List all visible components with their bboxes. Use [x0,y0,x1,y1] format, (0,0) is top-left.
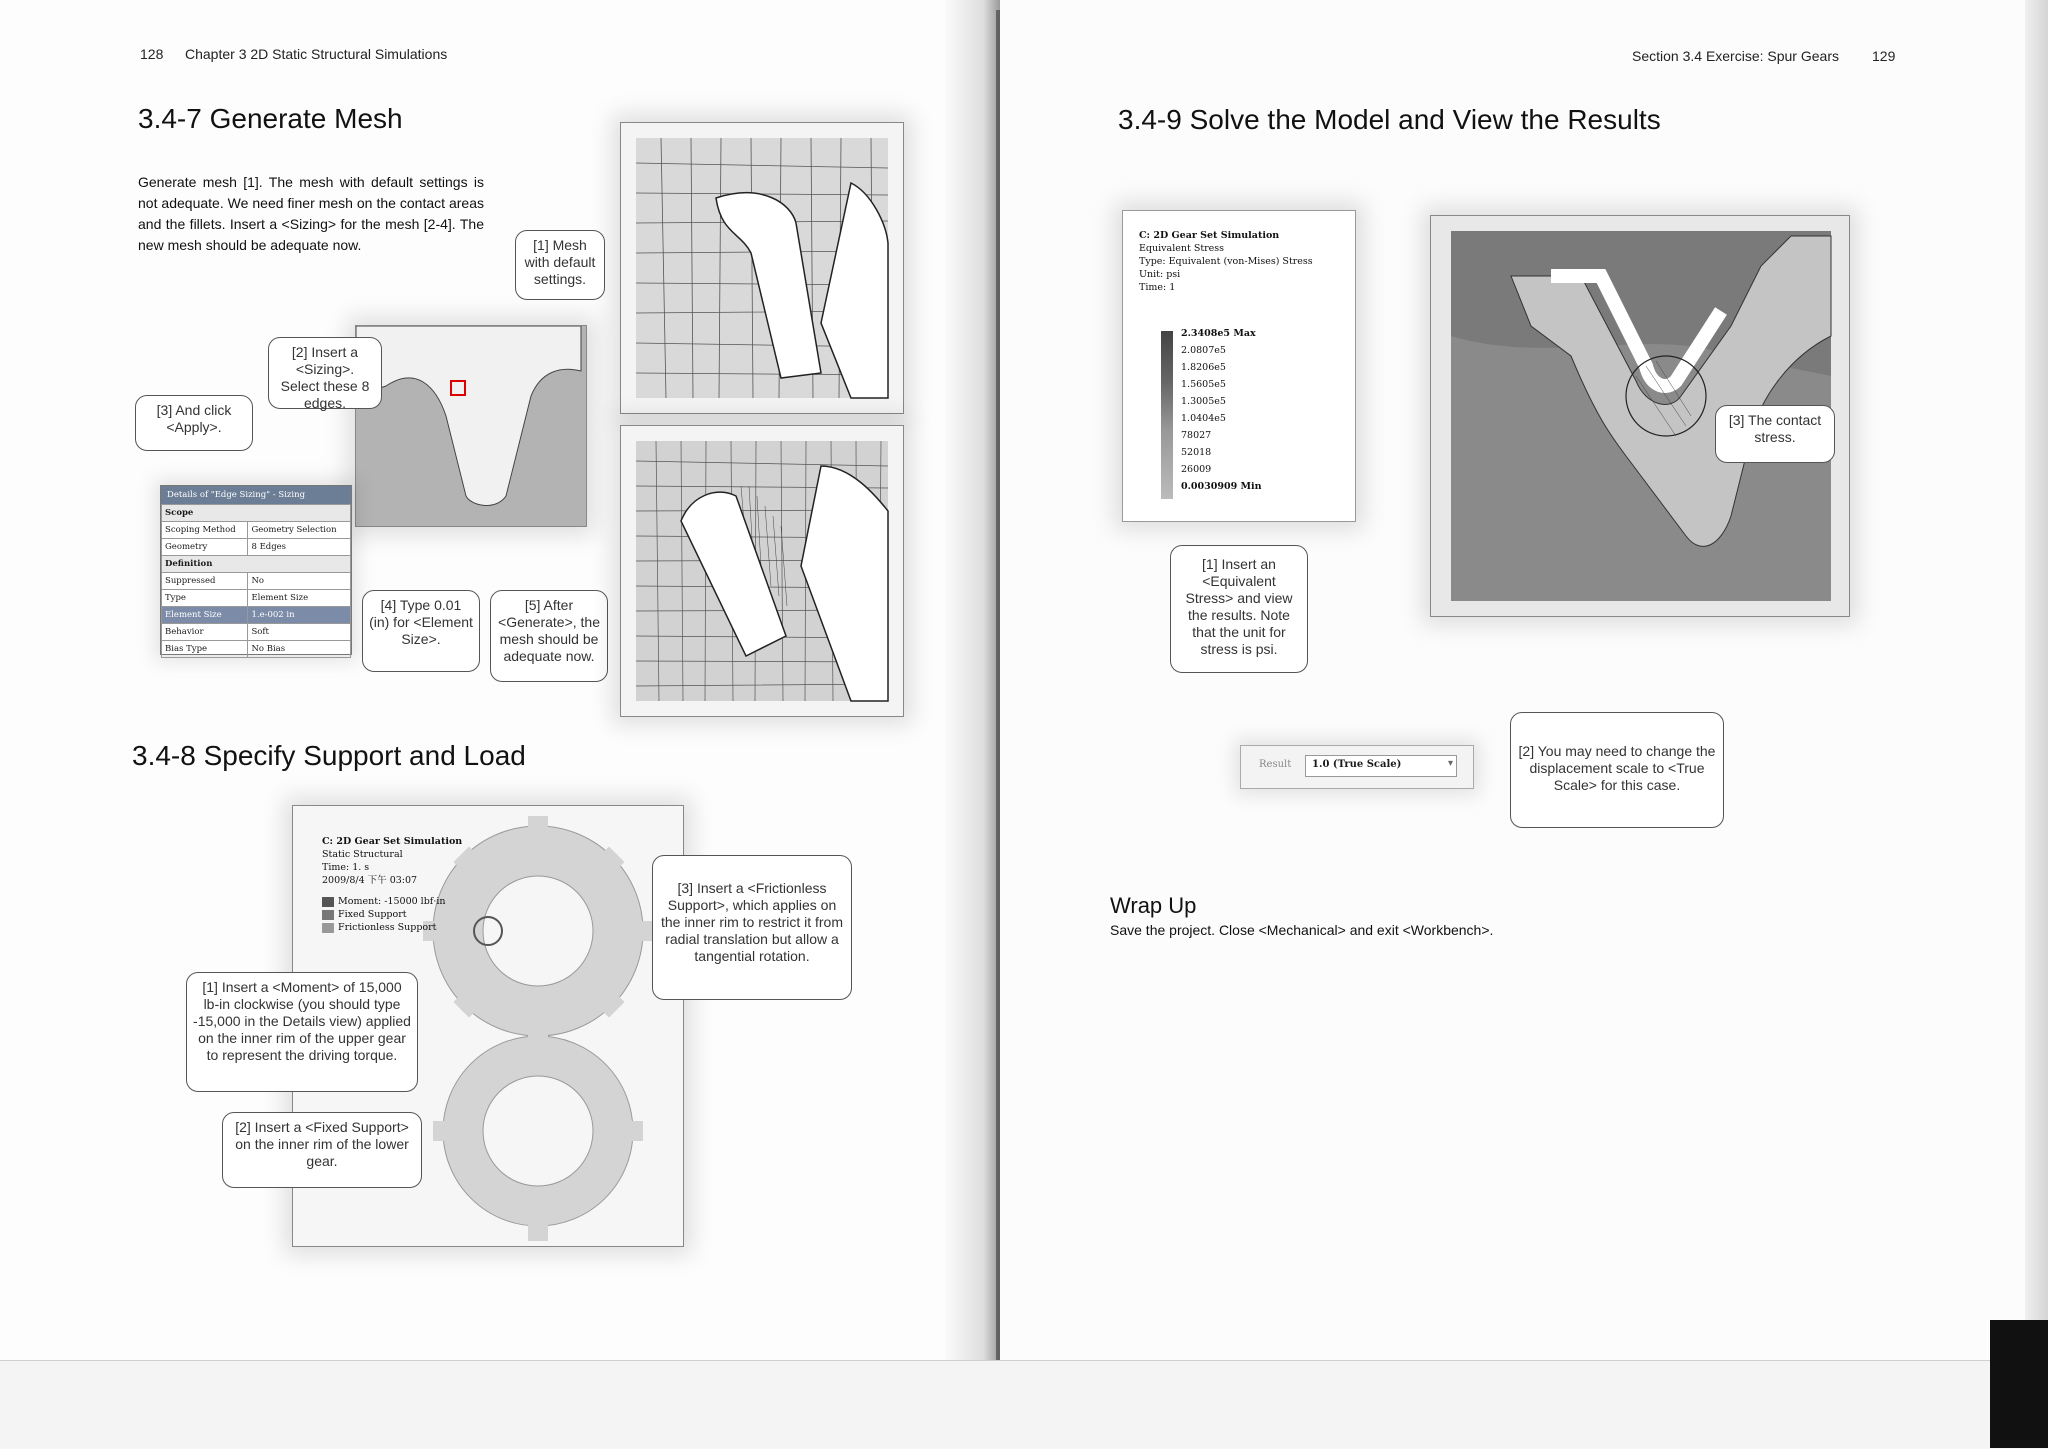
row-value[interactable]: 8 Edges [248,539,351,556]
page-number-left: 128 [140,46,164,62]
callout-element-size: [4] Type 0.01 (in) for <Element Size>. [362,590,480,672]
callout-click-apply: [3] And click <Apply>. [135,395,253,451]
callout-frictionless-support: [3] Insert a <Frictionless Support>, which applies on the inner rim to restrict it from radial translation but allow a tangential rotation. [652,855,852,1000]
row-value[interactable]: No [248,573,351,590]
details-row[interactable] [162,539,351,556]
row-label: Behavior [162,624,248,641]
legend-stress-type: Type: Equivalent (von-Mises) Stress [1139,256,1313,267]
mesh-default-figure [620,122,904,414]
row-value[interactable]: No Bias [248,641,351,658]
details-row-selected[interactable] [162,607,351,624]
section-347-body: Generate mesh [1]. The mesh with default settings is not adequate. We need finer mesh on the contact areas and the fillets. Insert a <Sizing> for the mesh [2-4]. The new mesh should be adequate now. [138,174,484,253]
details-row[interactable] [162,624,351,641]
details-panel-title: Details of "Edge Sizing" - Sizing [161,486,351,504]
legend-item [322,921,512,934]
mesh-refined-figure [620,425,904,717]
legend-item-label: Moment: -15000 lbf·in [338,896,446,907]
section-348-title: 3.4-8 Specify Support and Load [132,740,526,771]
stress-level: 26009 [1181,464,1212,475]
details-group-definition[interactable]: Definition [162,556,351,573]
legend-item-label: Frictionless Support [338,922,437,933]
left-page [0,0,1000,1380]
frictionless-support-swatch-icon [322,923,334,933]
result-label: Result [1259,759,1292,770]
callout-equivalent-stress: [1] Insert an <Equivalent Stress> and view the results. Note that the unit for stress is psi. [1170,545,1308,673]
details-row[interactable] [162,641,351,658]
gear-tooth-selection-image [356,326,586,526]
callout-insert-sizing: [2] Insert a <Sizing>. Select these 8 edges. [268,337,382,409]
callout-contact-stress: [3] The contact stress. [1715,405,1835,463]
wrap-up-title: Wrap Up [1110,893,1197,918]
stress-level: 1.5605e5 [1181,379,1226,390]
right-page [1000,0,2048,1380]
color-scale-bar [1161,331,1173,499]
sizing-selection-figure [355,325,587,527]
row-value[interactable]: Geometry Selection [248,522,351,539]
stress-level: 1.3005e5 [1181,396,1226,407]
legend-title: C: 2D Gear Set Simulation [1139,230,1280,241]
stress-level-max: 2.3408e5 Max [1181,328,1256,339]
legend-item [322,908,512,921]
section-349-title: 3.4-9 Solve the Model and View the Results [1118,104,1661,135]
section-running-head: Section 3.4 Exercise: Spur Gears [1632,48,1839,64]
legend-analysis-type: Static Structural [322,849,403,860]
stress-level: 2.0807e5 [1181,345,1226,356]
row-label: Element Size [162,607,248,624]
chapter-running-head: Chapter 3 2D Static Structural Simulations [185,46,448,62]
row-value[interactable]: Element Size [248,590,351,607]
callout-after-generate: [5] After <Generate>, the mesh should be adequate now. [490,590,608,682]
legend-time: Time: 1 [1139,282,1176,293]
legend-unit: Unit: psi [1139,269,1181,280]
result-toolbar [1240,745,1474,789]
details-group-scope[interactable]: Scope [162,505,351,522]
legend-item-label: Fixed Support [338,909,407,920]
row-label: Scoping Method [162,522,248,539]
stress-legend-panel [1122,210,1356,522]
details-row[interactable] [162,590,351,607]
mesh-default-image [621,123,903,413]
callout-fixed-support: [2] Insert a <Fixed Support> on the inner rim of the lower gear. [222,1112,422,1188]
scan-bottom-edge [0,1360,2048,1449]
edge-sizing-details-panel[interactable] [160,485,352,655]
page-number-right: 129 [1872,48,1896,64]
details-row[interactable] [162,522,351,539]
legend-date: 2009/8/4 下午 03:07 [322,875,418,886]
row-label: Bias Type [162,641,248,658]
stress-level: 52018 [1181,447,1212,458]
fixed-support-swatch-icon [322,910,334,920]
callout-insert-moment: [1] Insert a <Moment> of 15,000 lb-in clockwise (you should type -15,000 in the Details view) applied on the inner rim of the upper gear to represent the driving torque. [186,972,418,1092]
stress-level-min: 0.0030909 Min [1181,481,1262,492]
row-label: Type [162,590,248,607]
legend-title: C: 2D Gear Set Simulation [322,836,463,847]
legend-result-type: Equivalent Stress [1139,243,1225,254]
support-legend [322,835,512,934]
element-size-field[interactable]: 1.e-002 in [248,607,351,624]
moment-swatch-icon [322,897,334,907]
row-label: Suppressed [162,573,248,590]
stress-level: 1.8206e5 [1181,362,1226,373]
stress-level: 1.0404e5 [1181,413,1226,424]
scan-corner-shadow [1990,1320,2048,1448]
details-table [161,504,351,658]
mesh-refined-image [621,426,903,716]
displacement-scale-value: 1.0 (True Scale) [1312,759,1402,770]
page-edge [2025,0,2048,1330]
callout-mesh-default: [1] Mesh with default settings. [515,230,605,300]
stress-level: 78027 [1181,430,1212,441]
row-label: Geometry [162,539,248,556]
details-row[interactable] [162,573,351,590]
row-value[interactable]: Soft [248,624,351,641]
section-347-title: 3.4-7 Generate Mesh [138,103,403,134]
stress-legend-header [1123,211,1355,294]
stress-level-list [1181,325,1262,495]
callout-true-scale: [2] You may need to change the displacement scale to <True Scale> for this case. [1510,712,1724,828]
legend-item [322,895,512,908]
wrap-up-text: Save the project. Close <Mechanical> and exit <Workbench>. [1110,922,1494,938]
chevron-down-icon[interactable]: ▾ [1447,758,1453,769]
legend-time: Time: 1. s [322,862,370,873]
displacement-scale-select[interactable] [1305,755,1457,777]
